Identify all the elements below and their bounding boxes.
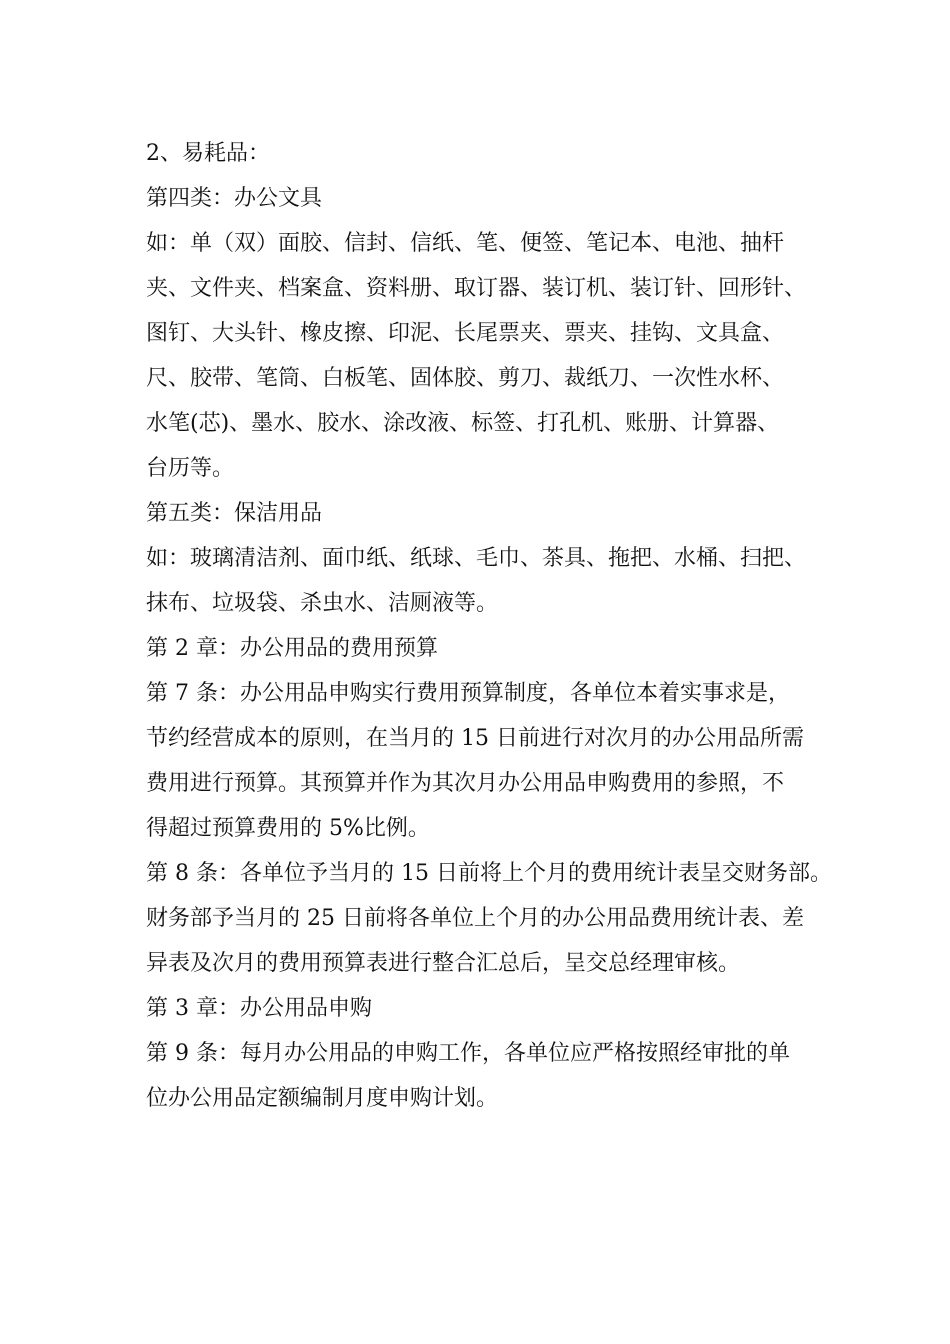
text-line: 夹、文件夹、档案盒、资料册、取订器、装订机、装订针、回形针、 [146,276,807,301]
text-line: 如：玻璃清洁剂、面巾纸、纸球、毛巾、茶具、拖把、水桶、扫把、 [146,546,807,571]
text-line: 2、易耗品： [146,141,270,166]
text-line: 尺、胶带、笔筒、白板笔、固体胶、剪刀、裁纸刀、一次性水杯、 [146,366,785,391]
text-line: 第 3 章：办公用品申购 [146,996,372,1021]
text-line: 异表及次月的费用预算表进行整合汇总后，呈交总经理审核。 [146,951,741,976]
text-line: 第 8 条：各单位予当月的 15 日前将上个月的费用统计表呈交财务部。 [146,861,832,886]
text-line: 位办公用品定额编制月度申购计划。 [146,1086,499,1111]
text-line: 第五类：保洁用品 [146,501,323,526]
text-line: 第四类：办公文具 [146,186,323,211]
text-line: 第 9 条：每月办公用品的申购工作，各单位应严格按照经审批的单 [146,1041,790,1066]
text-line: 图钉、大头针、橡皮擦、印泥、长尾票夹、票夹、挂钩、文具盒、 [146,321,785,346]
text-line: 抹布、垃圾袋、杀虫水、洁厕液等。 [146,591,499,616]
text-line: 费用进行预算。其预算并作为其次月办公用品申购费用的参照，不 [146,771,785,796]
text-line: 第 7 条：办公用品申购实行费用预算制度，各单位本着实事求是， [146,681,790,706]
text-line: 台历等。 [146,456,235,481]
document-body [146,131,836,1121]
text-line: 第 2 章：办公用品的费用预算 [146,636,438,661]
text-line: 财务部予当月的 25 日前将各单位上个月的办公用品费用统计表、差 [146,906,804,931]
text-line: 如：单（双）面胶、信封、信纸、笔、便签、笔记本、电池、抽杆 [146,231,785,256]
text-line: 水笔(芯)、墨水、胶水、涂改液、标签、打孔机、账册、计算器、 [146,411,780,436]
text-line: 节约经营成本的原则，在当月的 15 日前进行对次月的办公用品所需 [146,726,804,751]
text-line: 得超过预算费用的 5%比例。 [146,816,430,841]
